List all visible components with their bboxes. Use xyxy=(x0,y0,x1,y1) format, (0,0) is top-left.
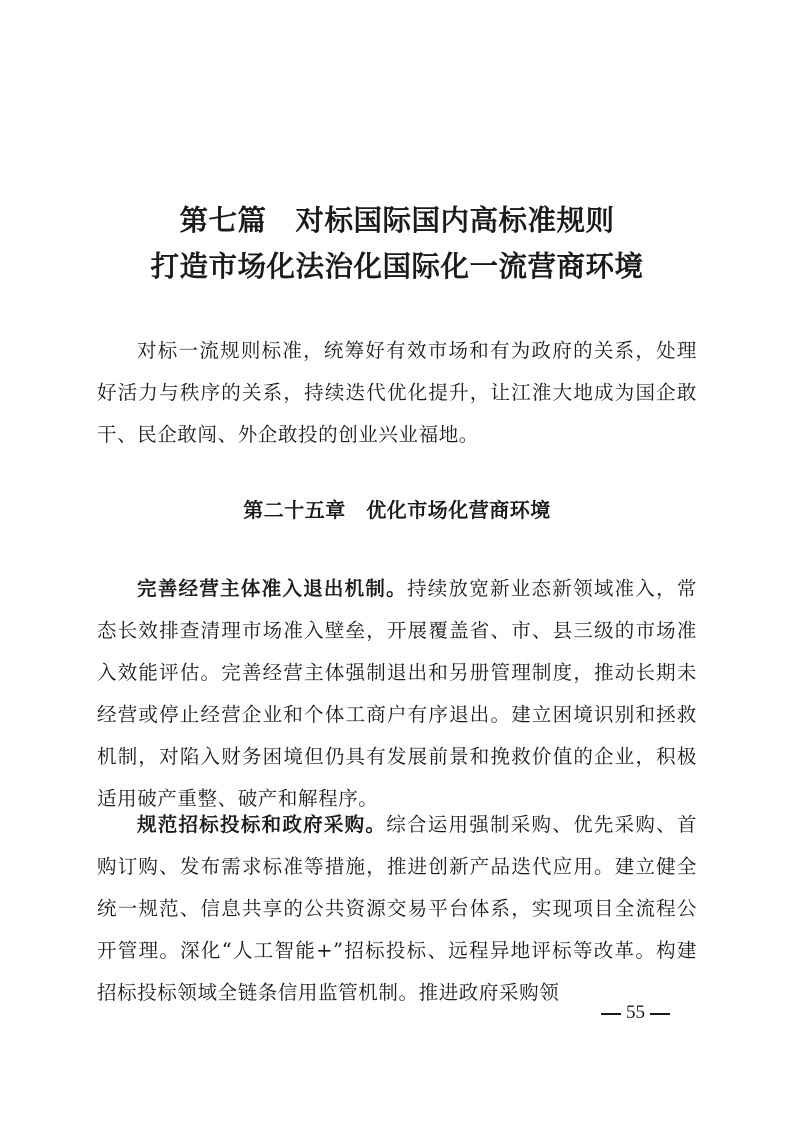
section-heading: 规范招标投标和政府采购。 xyxy=(137,813,387,836)
section-paragraph xyxy=(97,568,697,820)
dash-left xyxy=(601,1013,621,1015)
part-title-line-2: 打造市场化法治化国际化一流营商环境 xyxy=(150,249,644,283)
part-title xyxy=(100,197,694,289)
part-title-line-1: 第七篇 对标国际国内高标准规则 xyxy=(179,203,615,237)
page-number xyxy=(596,1001,675,1025)
section-heading: 完善经营主体准入退出机制。 xyxy=(137,577,407,600)
intro-paragraph: 对标一流规则标准，统筹好有效市场和有为政府的关系，处理好活力与秩序的关系，持续迭代优化提升，让江淮大地成为国企敢干、民企敢闯、外企敢投的创业兴业福地。 xyxy=(97,339,697,446)
page-number-value: 55 xyxy=(626,1002,645,1023)
section-paragraph xyxy=(97,804,697,1004)
section-body: 持续放宽新业态新领域准入，常态长效排查清理市场准入壁垒，开展覆盖省、市、县三级的市场准入效能评估。完善经营主体强制退出和另册管理制度，推动长期未经营或停止经营企业和个体工商户有序退出。建立困境识别和拯救机制，对陷入财务困境但仍具有发展前景和挽救价值的企业，积极适用破产重整、破产和解程序。 xyxy=(97,577,697,810)
section-body: 综合运用强制采购、优先采购、首购订购、发布需求标准等措施，推进创新产品迭代应用。建立健全统一规范、信息共享的公共资源交易平台体系，实现项目全流程公开管理。深化“人工智能+”招标投标、远程异地评标等改革。构建招标投标领域全链条信用监管机制。推进政府采购领 xyxy=(97,813,697,1004)
dash-right xyxy=(650,1013,670,1015)
chapter-title: 第二十五章 优化市场化营商环境 xyxy=(243,498,551,522)
